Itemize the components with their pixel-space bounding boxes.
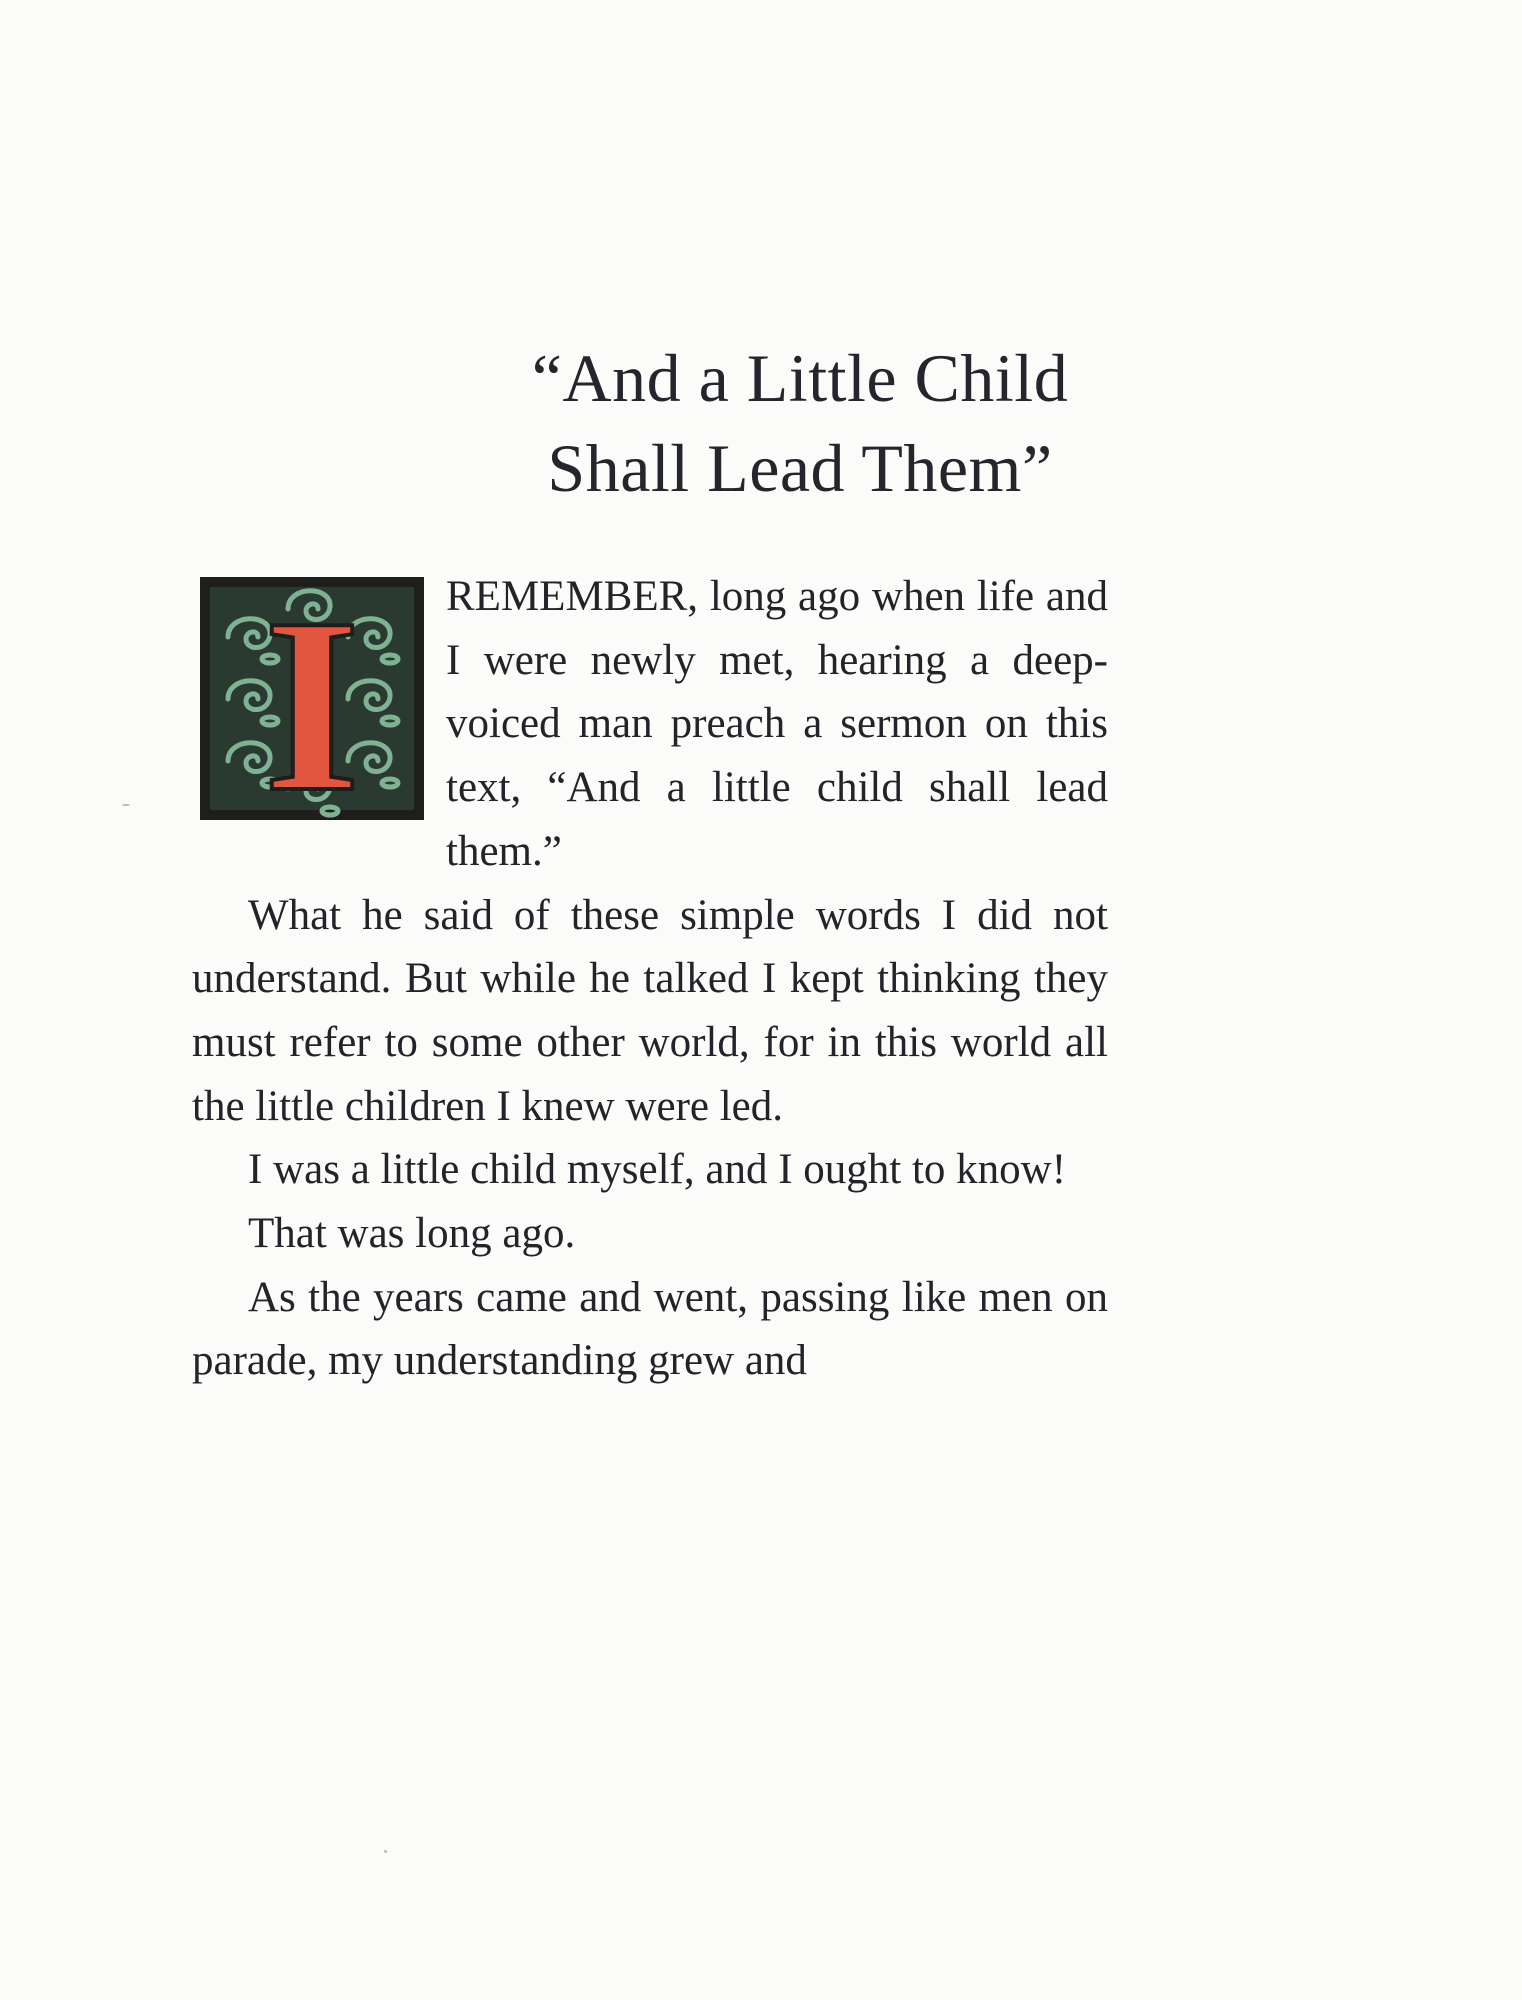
paragraph-4: That was long ago. [248, 1210, 576, 1258]
drop-cap-foliage-icon [200, 577, 424, 820]
drop-cap-letter: I [263, 577, 361, 820]
body-text [192, 565, 1108, 1393]
paragraph-2: What he said of these simple words I did not understand. But while he talked I kept thinking they must refer to some other world, for in this world all the little children I knew were led. [192, 891, 1108, 1130]
page-speck [384, 1850, 387, 1853]
paragraph-5: As the years came and went, passing like men on parade, my understanding grew and [192, 1273, 1108, 1385]
chapter-title-line-2: Shall Lead Them” [547, 430, 1053, 506]
paragraph-1: REMEMBER, long ago when life and I were newly met, hearing a deep-voiced man preach a sermon on this text, “And a little child shall lead them.” [446, 573, 1108, 875]
paragraph-3: I was a little child myself, and I ought to know! [248, 1146, 1067, 1194]
page-speck [122, 804, 130, 806]
drop-cap-ornament [200, 577, 424, 820]
chapter-title-line-1: “And a Little Child [531, 340, 1069, 416]
chapter-title [300, 333, 1300, 513]
